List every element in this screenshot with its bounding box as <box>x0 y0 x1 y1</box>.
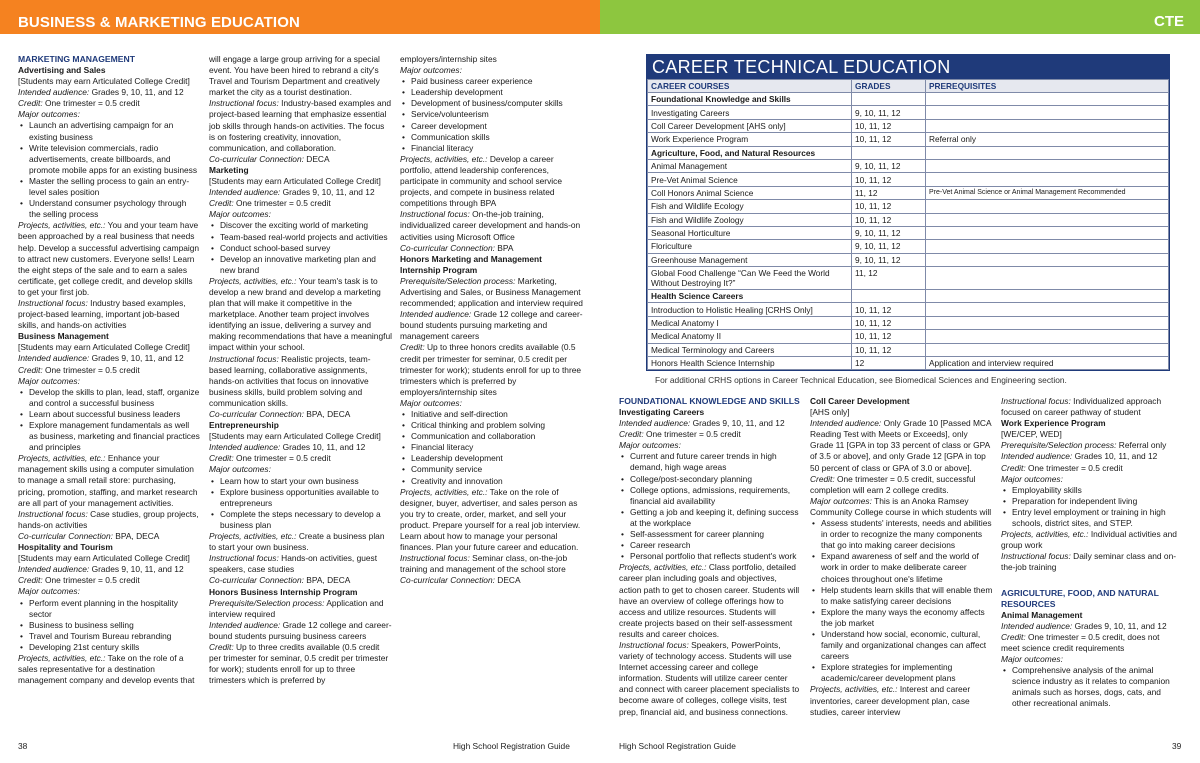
audience-line: Intended audience: Grades 10, 11, and 12 <box>209 442 366 453</box>
outcomes-list <box>18 120 200 220</box>
focus-paragraph: Instructional focus: Speakers, PowerPoints, variety of technology access. Students will use Internet accessing career and college information. Students will utilize career center and connect with career placement specialists to become aware of colleges, college visits, test prep, financial aid, and business connections. <box>619 639 800 717</box>
course-title-honors-marketing-management: Honors Marketing and Management Internship Program <box>400 253 542 275</box>
projects-paragraph: Projects, activities, etc.: Class portfolio, detailed career plan including goals and objectives, action path to get to chosen career. Students will have an overview of college offerings how to access and utilize resources. Students will create projects based on their self-assessment results and career choices. <box>619 562 800 639</box>
table-row <box>648 213 1169 226</box>
table-cell-prereq <box>926 343 1169 356</box>
list-item: • Financial literacy <box>400 143 584 154</box>
outcomes-intro: Major outcomes: This is an Anoka Ramsey Community College course in which students will <box>810 495 992 517</box>
table-cell-grades <box>852 93 926 106</box>
credit-line: Credit: One trimester = 0.5 credit, successful completion will earn 2 college credits. <box>810 473 976 495</box>
course-table <box>647 79 1169 370</box>
course-title-coll-career-development: Coll Career Development <box>810 396 910 406</box>
table-cell-grades: 11, 12 <box>852 186 926 199</box>
section-heading-agriculture: AGRICULTURE, FOOD, AND NATURAL RESOURCES <box>1001 587 1159 609</box>
list-item: • Explore business opportunities available to entrepreneurs <box>209 487 392 509</box>
page-number-left: 38 <box>18 741 28 751</box>
table-cell-course: Floriculture <box>648 240 852 253</box>
list-item: • Explore the many ways the economy affects the job market <box>810 607 993 629</box>
column-1 <box>18 54 200 686</box>
projects-paragraph: Projects, activities, etc.: Enhance your management skills using a computer simulation to manage a small retail store: purchasing, pricing, promotion, staffing, and market research are all part of your management activities. <box>18 453 198 508</box>
table-cell-grades: 10, 11, 12 <box>852 133 926 146</box>
table-cell-course: Introduction to Holistic Healing [CRHS Only] <box>648 303 852 316</box>
cocurricular-line: Co-curricular Connection: DECA <box>209 153 330 164</box>
table-category-row <box>648 146 1169 159</box>
column-header-prerequisites: PREREQUISITES <box>926 80 1169 93</box>
list-item: • Learn about successful business leaders <box>18 409 200 420</box>
table-cell-course: Coll Career Development [AHS only] <box>648 119 852 132</box>
focus-paragraph: Instructional focus: Seminar class, on-the-job training and management of the school store <box>400 553 568 575</box>
outcomes-list <box>18 387 200 454</box>
outcomes-label: Major outcomes: <box>18 109 80 120</box>
footer-guide-right: High School Registration Guide <box>619 741 736 751</box>
column-header-grades: GRADES <box>852 80 926 93</box>
list-item: • Leadership development <box>400 453 584 464</box>
outcomes-list <box>810 518 993 684</box>
table-cell-prereq <box>926 159 1169 172</box>
table-cell-prereq <box>926 200 1169 213</box>
section-heading-foundational: FOUNDATIONAL KNOWLEDGE AND SKILLS <box>619 396 800 406</box>
outcomes-list <box>18 598 200 653</box>
audience-line: Intended audience: Grades 9, 10, 11, and 12 <box>18 353 184 364</box>
credit-line: Credit: One trimester = 0.5 credit <box>18 98 140 109</box>
list-item: • Paid business career experience <box>400 76 584 87</box>
projects-paragraph: Projects, activities, etc.: Interest and career inventories, career development plan, case studies, career interview <box>810 684 971 717</box>
list-item: • Employability skills <box>1001 485 1179 496</box>
list-item: • Communication and collaboration <box>400 431 584 442</box>
course-title-hospitality-tourism: Hospitality and Tourism <box>18 542 113 553</box>
list-item: • Expand awareness of self and the world of work in order to make deliberate career choices throughout one's lifetime <box>810 551 993 584</box>
table-cell-grades: 10, 11, 12 <box>852 200 926 213</box>
cocurricular-line: Co-curricular Connection: DECA <box>400 575 521 586</box>
page-title-cte: CTE <box>1154 13 1184 30</box>
cte-table-title: CAREER TECHNICAL EDUCATION <box>647 55 1169 79</box>
focus-paragraph: Instructional focus: Industry based examples, project-based learning, important job-based skills, and hands-on activities <box>18 297 186 331</box>
focus-paragraph: Instructional focus: On-the-job training, individualized career development and hands-on activities using Microsoft Office <box>400 209 581 242</box>
table-cell-grades: 9, 10, 11, 12 <box>852 159 926 172</box>
cocurricular-line: Co-curricular Connection: BPA, DECA <box>18 530 160 541</box>
header-bar-cte <box>600 0 1200 34</box>
list-item: • Preparation for independent living <box>1001 496 1179 507</box>
credit-line: Credit: One trimester = 0.5 credit <box>619 429 741 440</box>
outcomes-list <box>209 220 392 275</box>
list-item: • Understand consumer psychology through the selling process <box>18 198 200 220</box>
table-row <box>648 186 1169 199</box>
table-row <box>648 316 1169 329</box>
course-title-investigating-careers: Investigating Careers <box>619 407 705 417</box>
table-row <box>648 200 1169 213</box>
list-item: • Community service <box>400 464 584 475</box>
credit-line: Credit: One trimester = 0.5 credit <box>18 575 140 586</box>
audience-line: Intended audience: Only Grade 10 [Passed MCA Reading Test with Meets or Exceeds], only Grade 11 [GPA in top 33 percent of class or GPA of 3.5 or above], and only Grade 12 [GPA in top 50 percent of class or GPA of 3.0 or above]. <box>810 418 992 473</box>
table-cell-course: Animal Management <box>648 159 852 172</box>
column-2 <box>209 54 392 686</box>
table-cell-grades: 10, 11, 12 <box>852 303 926 316</box>
table-row <box>648 357 1169 370</box>
focus-paragraph: Instructional focus: Realistic projects, team-based learning, collaborative assignments, hands-on activities that focus on innovative business skills, build problem solving and communication skills. <box>209 353 371 408</box>
credit-line: Credit: One trimester = 0.5 credit <box>209 453 331 464</box>
focus-paragraph: Instructional focus: Case studies, group projects, hands-on activities <box>18 508 199 530</box>
table-cell-prereq <box>926 93 1169 106</box>
table-cell-course: Medical Anatomy I <box>648 316 852 329</box>
table-cell-course: Fish and Wildlife Zoology <box>648 213 852 226</box>
table-cell-prereq <box>926 173 1169 186</box>
list-item: • Develop an innovative marketing plan and new brand <box>209 254 392 276</box>
credit-line: Credit: Up to three honors credits available (0.5 credit per trimester for seminar, 0.5 credit per trimester for work); students enroll for up to three trimesters which is preferred by employers/internship sites <box>400 342 582 397</box>
table-cell-grades: 10, 11, 12 <box>852 173 926 186</box>
column-4 <box>619 396 801 718</box>
audience-line: Intended audience: Grades 10, 11, and 12 <box>1001 451 1158 462</box>
list-item: • Creativity and innovation <box>400 476 584 487</box>
projects-paragraph: Projects, activities, etc.: Create a business plan to start your own business. <box>209 531 385 553</box>
hospitality-continued: will engage a large group arriving for a special event. You have been hired to rebrand a city's Travel and Tourism Department and creatively market the city as a tourist destination. <box>209 54 380 98</box>
outcomes-list <box>1001 665 1179 709</box>
table-row <box>648 267 1169 290</box>
table-cell-course: Global Food Challenge “Can We Feed the World Without Destroying It?” <box>648 267 852 290</box>
audience-line: Intended audience: Grade 12 college and career-bound students pursuing marketing and management careers <box>400 309 583 342</box>
column-3 <box>400 54 584 587</box>
list-item: • Personal portfolio that reflects student's work <box>619 551 801 562</box>
course-title-work-experience: Work Experience Program <box>1001 418 1106 429</box>
articulated-credit-note: [Students may earn Articulated College Credit] <box>18 553 190 564</box>
crhs-options-note: For additional CRHS options in Career Technical Education, see Biomedical Sciences and Engineering section. <box>655 375 1067 385</box>
column-5 <box>810 396 993 718</box>
outcomes-list <box>619 451 801 562</box>
cte-course-table <box>646 54 1170 371</box>
table-cell-prereq: Application and interview required <box>926 357 1169 370</box>
school-note: [AHS only] <box>810 407 850 418</box>
course-title-business-management: Business Management <box>18 331 109 342</box>
table-row <box>648 253 1169 266</box>
list-item: • Discover the exciting world of marketing <box>209 220 392 231</box>
cocurricular-line: Co-curricular Connection: BPA, DECA <box>209 575 351 586</box>
course-title-honors-business-internship: Honors Business Internship Program <box>209 586 358 597</box>
cocurricular-line: Co-curricular Connection: BPA <box>400 242 514 253</box>
table-row <box>648 119 1169 132</box>
outcomes-list <box>1001 485 1179 529</box>
list-item: • Travel and Tourism Bureau rebranding <box>18 631 200 642</box>
table-cell-grades: 9, 10, 11, 12 <box>852 240 926 253</box>
footer-guide-left: High School Registration Guide <box>453 741 570 751</box>
list-item: • Explore strategies for implementing academic/career development plans <box>810 662 993 684</box>
table-cell-course: Coll Honors Animal Science <box>648 186 852 199</box>
credit-line: Credit: Up to three credits available (0.5 credit per trimester for seminar, 0.5 credit per trimester for work); students enroll for up to three trimesters which is preferred by <box>209 641 389 686</box>
list-item: • Current and future career trends in high demand, high wage areas <box>619 451 801 473</box>
table-cell-grades: 12 <box>852 357 926 370</box>
articulated-credit-note: [Students may earn Articulated College Credit] <box>209 176 381 187</box>
outcomes-list <box>400 76 584 154</box>
focus-paragraph: Instructional focus: Individualized approach focused on career pathway of student <box>1001 396 1162 418</box>
projects-paragraph: Projects, activities, etc.: Your team's task is to develop a new brand and develop a marketing plan that will make it competitive in the marketplace. Another team project involves identifying an issue, delivering a survey and making recommendations that have a meaningful impact within your school. <box>209 275 392 353</box>
cocurricular-line: Co-curricular Connection: BPA, DECA <box>209 409 351 419</box>
projects-paragraph: Projects, activities, etc.: Develop a career portfolio, attend leadership conferences, participate in community and school service projects, and compete in business related competitions through BPA <box>400 153 562 209</box>
outcomes-list <box>209 476 392 531</box>
column-6 <box>1001 396 1179 709</box>
table-cell-course: Agriculture, Food, and Natural Resources <box>648 146 852 159</box>
prereq-line: Prerequisite/Selection process: Marketing, Advertising and Sales, or Business Management recommended; application and interview required <box>400 275 583 309</box>
outcomes-label: Major outcomes: <box>209 209 271 220</box>
list-item: • Explore management fundamentals as well as business, marketing and financial practices and principles <box>18 420 200 453</box>
articulated-credit-note: [Students may earn Articulated College Credit] <box>209 431 381 442</box>
table-cell-course: Investigating Careers <box>648 106 852 119</box>
list-item: • Conduct school-based survey <box>209 243 392 254</box>
table-cell-grades: 10, 11, 12 <box>852 316 926 329</box>
outcomes-label: Major outcomes: <box>1001 653 1063 664</box>
table-cell-grades <box>852 290 926 303</box>
table-category-row <box>648 93 1169 106</box>
school-note: [WE/CEP, WED] <box>1001 429 1062 440</box>
list-item: • Assess students' interests, needs and abilities in order to recognize the many components that go into making career decisions <box>810 518 993 551</box>
list-item: • Developing 21st century skills <box>18 642 200 653</box>
list-item: • Business to business selling <box>18 620 200 631</box>
table-cell-prereq <box>926 226 1169 239</box>
outcomes-label: Major outcomes: <box>400 397 462 408</box>
section-heading-marketing-management: MARKETING MANAGEMENT <box>18 54 135 64</box>
column-header-courses: CAREER COURSES <box>648 80 852 93</box>
list-item: • Master the selling process to gain an entry-level sales position <box>18 176 200 198</box>
list-item: • Getting a job and keeping it, defining success at the workplace <box>619 507 801 529</box>
articulated-credit-note: [Students may earn Articulated College Credit] <box>18 76 190 87</box>
table-cell-grades: 9, 10, 11, 12 <box>852 253 926 266</box>
table-row <box>648 303 1169 316</box>
table-cell-course: Pre-Vet Animal Science <box>648 173 852 186</box>
list-item: • Perform event planning in the hospitality sector <box>18 598 200 620</box>
outcomes-label: Major outcomes: <box>400 65 462 76</box>
table-cell-prereq <box>926 240 1169 253</box>
table-cell-grades: 10, 11, 12 <box>852 330 926 343</box>
list-item: • Help students learn skills that will enable them to make satisfying career decisions <box>810 585 993 607</box>
credit-line: Credit: One trimester = 0.5 credit, does not meet science credit requirements <box>1001 631 1160 653</box>
focus-paragraph: Instructional focus: Industry-based examples and project-based learning that emphasize essential job skills through hands-on activities. The focus is on fostering creativity, innovation, communication, and collaboration. <box>209 98 392 153</box>
list-item: • Develop the skills to plan, lead, staff, organize and control a successful business <box>18 387 200 409</box>
credit-line: Credit: One trimester = 0.5 credit <box>18 364 140 375</box>
list-item: • Complete the steps necessary to develop a business plan <box>209 509 392 531</box>
list-item: • Leadership development <box>400 87 584 98</box>
table-cell-course: Medical Anatomy II <box>648 330 852 343</box>
list-item: • Comprehensive analysis of the animal science industry as it relates to companion animals such as horses, dogs, cats, and other recreational animals. <box>1001 665 1179 709</box>
list-item: • Career development <box>400 121 584 132</box>
list-item: • Critical thinking and problem solving <box>400 420 584 431</box>
table-row <box>648 226 1169 239</box>
list-item: • Development of business/computer skills <box>400 98 584 109</box>
audience-line: Intended audience: Grades 9, 10, 11, and 12 <box>18 87 184 98</box>
page-number-right: 39 <box>1172 741 1182 751</box>
table-header-row <box>648 80 1169 93</box>
outcomes-label: Major outcomes: <box>209 464 271 475</box>
table-body <box>648 93 1169 370</box>
table-cell-grades: 9, 10, 11, 12 <box>852 226 926 239</box>
table-row <box>648 240 1169 253</box>
table-cell-prereq: Referral only <box>926 133 1169 146</box>
list-item: • Financial literacy <box>400 442 584 453</box>
page-title-business-marketing: BUSINESS & MARKETING EDUCATION <box>18 14 300 31</box>
table-cell-course: Health Science Careers <box>648 290 852 303</box>
table-cell-prereq <box>926 213 1169 226</box>
table-cell-course: Greenhouse Management <box>648 253 852 266</box>
table-cell-prereq <box>926 253 1169 266</box>
table-cell-course: Fish and Wildlife Ecology <box>648 200 852 213</box>
projects-paragraph: Projects, activities, etc.: Individual activities and group work <box>1001 529 1177 551</box>
table-cell-prereq <box>926 330 1169 343</box>
focus-paragraph: Instructional focus: Hands-on activities, guest speakers, case studies <box>209 553 378 575</box>
list-item: • Self-assessment for career planning <box>619 529 801 540</box>
course-title-marketing: Marketing <box>209 164 249 175</box>
list-item: • Launch an advertising campaign for an existing business <box>18 120 200 142</box>
table-cell-grades: 10, 11, 12 <box>852 343 926 356</box>
table-cell-prereq <box>926 106 1169 119</box>
internship-continued: employers/internship sites <box>400 54 497 64</box>
focus-paragraph: Instructional focus: Daily seminar class and on-the-job training <box>1001 551 1177 573</box>
table-cell-prereq <box>926 316 1169 329</box>
table-cell-prereq <box>926 119 1169 132</box>
projects-paragraph: Projects, activities, etc.: Take on the role of a sales representative for a destination management company and develop events that <box>18 652 195 686</box>
course-title-advertising-sales: Advertising and Sales <box>18 65 106 75</box>
outcomes-label: Major outcomes: <box>1001 473 1063 484</box>
course-title-animal-management: Animal Management <box>1001 609 1083 620</box>
list-item: • Service/volunteerism <box>400 109 584 120</box>
outcomes-label: Major outcomes: <box>18 375 80 386</box>
table-cell-prereq <box>926 146 1169 159</box>
list-item: • Communication skills <box>400 132 584 143</box>
list-item: • College options, admissions, requirements, financial aid availability <box>619 485 801 507</box>
list-item: • Career research <box>619 540 801 551</box>
table-cell-course: Foundational Knowledge and Skills <box>648 93 852 106</box>
table-cell-grades: 11, 12 <box>852 267 926 290</box>
table-cell-prereq <box>926 303 1169 316</box>
table-cell-grades <box>852 146 926 159</box>
table-cell-course: Medical Terminology and Careers <box>648 343 852 356</box>
audience-line: Intended audience: Grades 9, 10, 11, and 12 <box>619 418 785 429</box>
table-cell-course: Honors Health Science Internship <box>648 357 852 370</box>
table-cell-course: Work Experience Program <box>648 133 852 146</box>
table-cell-course: Seasonal Horticulture <box>648 226 852 239</box>
projects-paragraph: Projects, activities, etc.: You and your team have been approached by a real business that needs help. Develop a successful advertising campaign to attract new customers. Everyone sells! Learn the eight steps of the sale and to earn a sales certificate, get college credit, and develop skills to get your first job. <box>18 220 200 297</box>
outcomes-label: Major outcomes: <box>619 440 681 451</box>
table-row <box>648 133 1169 146</box>
table-row <box>648 343 1169 356</box>
course-title-entrepreneurship: Entrepreneurship <box>209 420 279 431</box>
list-item: • Write television commercials, radio advertisements, create billboards, and promote mobile apps for an existing business <box>18 143 200 176</box>
table-category-row <box>648 290 1169 303</box>
table-cell-grades: 9, 10, 11, 12 <box>852 106 926 119</box>
audience-line: Intended audience: Grades 9, 10, 11, and 12 <box>209 187 375 198</box>
table-row <box>648 106 1169 119</box>
table-row <box>648 330 1169 343</box>
audience-line: Intended audience: Grades 9, 10, 11, and 12 <box>18 564 184 575</box>
prereq-line: Prerequisite/Selection process: Application and interview required <box>209 597 384 619</box>
list-item: • Initiative and self-direction <box>400 409 584 420</box>
table-cell-prereq: Pre-Vet Animal Science or Animal Management Recommended <box>926 186 1169 199</box>
table-row <box>648 159 1169 172</box>
list-item: • Team-based real-world projects and activities <box>209 232 392 243</box>
audience-line: Intended audience: Grade 12 college and career-bound students pursuing business careers <box>209 619 392 641</box>
table-row <box>648 173 1169 186</box>
list-item: • Learn how to start your own business <box>209 476 392 487</box>
audience-line: Intended audience: Grades 9, 10, 11, and 12 <box>1001 620 1167 631</box>
outcomes-list <box>400 409 584 487</box>
table-cell-prereq <box>926 267 1169 290</box>
list-item: • Entry level employment or training in high schools, district sites, and STEP. <box>1001 507 1179 529</box>
table-cell-prereq <box>926 290 1169 303</box>
table-cell-grades: 10, 11, 12 <box>852 119 926 132</box>
list-item: • College/post-secondary planning <box>619 474 801 485</box>
articulated-credit-note: [Students may earn Articulated College Credit] <box>18 342 190 353</box>
projects-paragraph: Projects, activities, etc.: Take on the role of designer, buyer, advertiser, and sales person as you try to create, order, market, and sell your product. Prepare yourself for a real job interview. Learn about how to manage your personal finances. Plan your future career and education. <box>400 486 581 553</box>
credit-line: Credit: One trimester = 0.5 credit <box>1001 462 1123 473</box>
list-item: • Understand how social, economic, cultural, family and organizational changes can affect careers <box>810 629 993 662</box>
header-bar-business-marketing <box>0 0 600 34</box>
outcomes-label: Major outcomes: <box>18 586 80 597</box>
prereq-line: Prerequisite/Selection process: Referral only <box>1001 440 1167 451</box>
credit-line: Credit: One trimester = 0.5 credit <box>209 198 331 209</box>
table-cell-grades: 10, 11, 12 <box>852 213 926 226</box>
